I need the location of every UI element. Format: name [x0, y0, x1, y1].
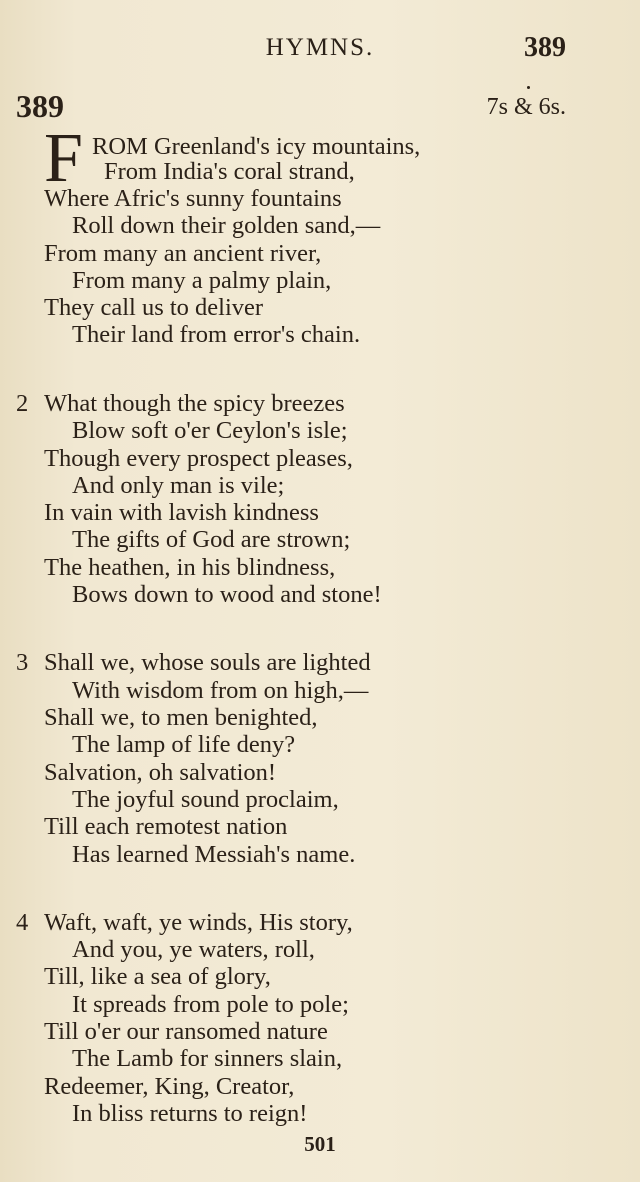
stanza-3-line-6: The joyful sound proclaim,: [72, 786, 339, 813]
stanza-2-line-4: And only man is vile;: [72, 472, 285, 499]
running-title: HYMNS.: [265, 34, 375, 61]
stanza-2-line-5: In vain with lavish kindness: [44, 499, 319, 526]
drop-cap: F: [44, 120, 83, 197]
stanza-3-number: 3: [16, 649, 29, 676]
ink-dot: [527, 86, 530, 89]
stanza-3-line-3: Shall we, to men benighted,: [44, 704, 318, 731]
stanza-2-line-8: Bows down to wood and stone!: [72, 581, 382, 608]
stanza-2-line-7: The heathen, in his blindness,: [44, 554, 336, 581]
stanza-3-line-5: Salvation, oh salvation!: [44, 759, 277, 786]
stanza-4-line-8: In bliss returns to reign!: [72, 1100, 308, 1127]
stanza-4-line-6: The Lamb for sinners slain,: [72, 1045, 343, 1072]
stanza-3-line-1: Shall we, whose souls are lighted: [44, 649, 371, 676]
stanza-1-line-2: From India's coral strand,: [104, 158, 355, 185]
stanza-3-line-8: Has learned Messiah's name.: [72, 841, 356, 868]
stanza-1-line-8: Their land from error's chain.: [72, 321, 361, 348]
stanza-3-line-2: With wisdom from on high,—: [72, 677, 369, 704]
stanza-2-line-3: Though every prospect pleases,: [44, 445, 353, 472]
stanza-4-line-1: Waft, waft, ye winds, His story,: [44, 909, 353, 936]
stanza-3-line-4: The lamp of life deny?: [72, 731, 296, 758]
stanza-1-line-5: From many an ancient river,: [44, 240, 322, 267]
folio-number: 501: [304, 1132, 336, 1156]
stanza-2-line-1: What though the spicy breezes: [44, 390, 345, 417]
stanza-4-line-4: It spreads from pole to pole;: [72, 991, 349, 1018]
stanza-4-line-3: Till, like a sea of glory,: [44, 963, 271, 990]
hymn-meter: 7s & 6s.: [486, 94, 566, 120]
stanza-1-line-1: ROM Greenland's icy mountains,: [92, 133, 421, 160]
stanza-2-line-6: The gifts of God are strown;: [72, 526, 351, 553]
stanza-4-number: 4: [16, 909, 29, 936]
stanza-2-number: 2: [16, 390, 29, 417]
stanza-4-line-5: Till o'er our ransomed nature: [44, 1018, 328, 1045]
stanza-2-line-2: Blow soft o'er Ceylon's isle;: [72, 417, 348, 444]
hymn-number: 389: [16, 88, 64, 124]
stanza-4-line-2: And you, ye waters, roll,: [72, 936, 315, 963]
stanza-1-line-4: Roll down their golden sand,—: [72, 212, 381, 239]
running-page-number: 389: [524, 32, 566, 63]
stanza-1-line-7: They call us to deliver: [44, 294, 264, 321]
stanza-1-line-3: Where Afric's sunny fountains: [44, 185, 342, 212]
stanza-1-line-6: From many a palmy plain,: [72, 267, 332, 294]
stanza-4-line-7: Redeemer, King, Creator,: [44, 1073, 295, 1100]
stanza-3-line-7: Till each remotest nation: [44, 813, 288, 840]
